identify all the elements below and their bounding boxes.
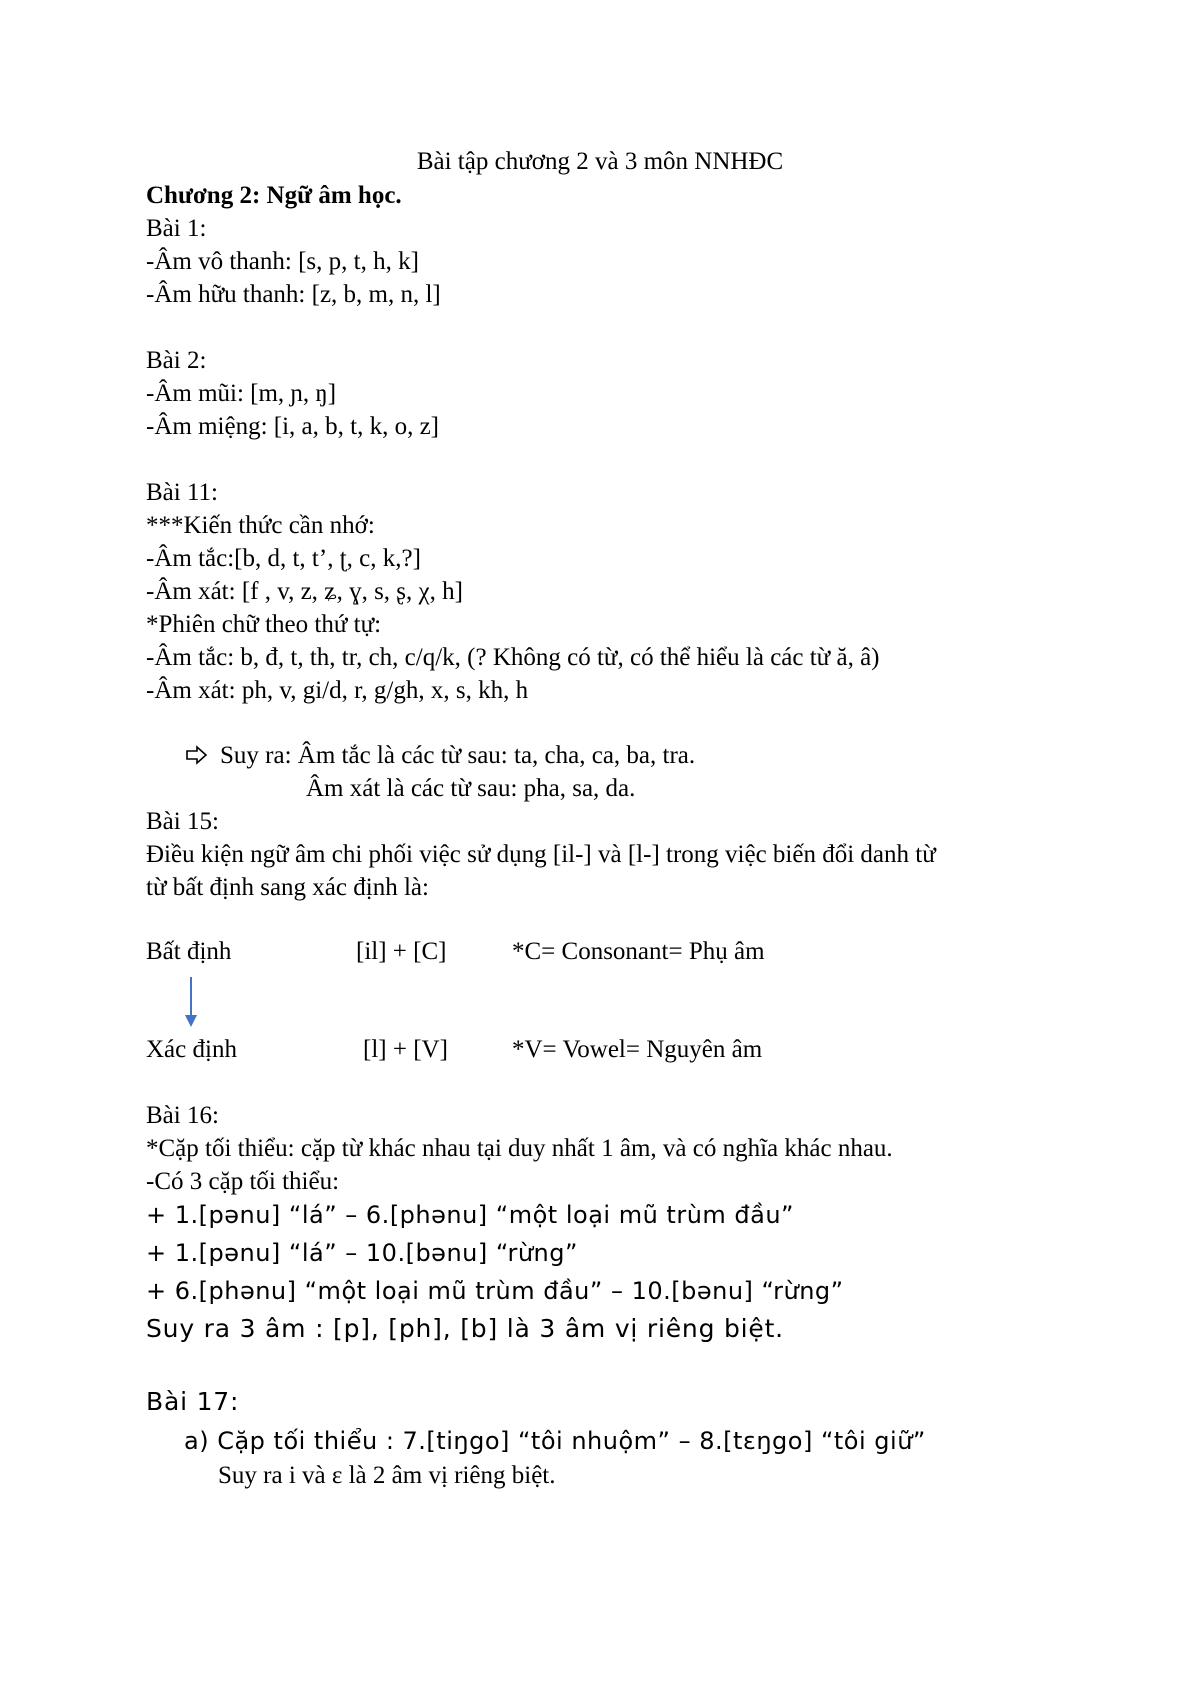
indefinite-label: Bất định (146, 938, 232, 965)
indefinite-note: *C= Consonant= Phụ âm (512, 938, 765, 965)
conclusion-fricatives: Âm xát là các từ sau: pha, sa, da. (306, 775, 636, 802)
exercise-17-item-a: a) Cặp tối thiểu : 7.[tiŋgo] “tôi nhuộm” – 8.[tɛŋgo] “tôi giữ” (184, 1427, 926, 1455)
definite-label: Xác định (146, 1036, 237, 1063)
remember-heading: ***Kiến thức cần nhớ: (146, 512, 375, 539)
minimal-pair-count: -Có 3 cặp tối thiểu: (146, 1168, 340, 1195)
exercise-16-label: Bài 16: (146, 1102, 219, 1129)
indefinite-formula: [il] + [C] (356, 938, 447, 965)
down-arrow-icon (183, 977, 199, 1029)
minimal-pair-1: + 1.[pənu] “lá” – 6.[phənu] “một loại mũ trùm đầu” (146, 1201, 794, 1229)
stops-ipa-line: -Âm tắc:[b, d, t, t’, ʈ, c, k,?] (146, 545, 421, 572)
fricatives-ipa-line: -Âm xát: [f , v, z, ʑ, ɣ, s, ʂ, χ, h] (146, 578, 463, 605)
exercise-2-label: Bài 2: (146, 347, 207, 374)
hollow-arrow-bullet-icon (186, 746, 208, 764)
voiceless-line: -Âm vô thanh: [s, p, t, h, k] (146, 248, 419, 275)
definite-note: *V= Vowel= Nguyên âm (512, 1036, 763, 1063)
exercise-15-label: Bài 15: (146, 808, 219, 835)
transcription-heading: *Phiên chữ theo thứ tự: (146, 611, 382, 638)
exercise-17-item-a-conclusion: Suy ra i và ɛ là 2 âm vị riêng biệt. (218, 1462, 556, 1489)
minimal-pair-definition: *Cặp tối thiểu: cặp từ khác nhau tại duy nhất 1 âm, và có nghĩa khác nhau. (146, 1135, 893, 1162)
nasal-line: -Âm mũi: [m, ɲ, ŋ] (146, 380, 337, 407)
exercise-17-label: Bài 17: (146, 1387, 240, 1416)
oral-line: -Âm miệng: [i, a, b, t, k, o, z] (146, 413, 439, 440)
exercise-1-label: Bài 1: (146, 215, 207, 242)
minimal-pair-3: + 6.[phənu] “một loại mũ trùm đầu” – 10.[bənu] “rừng” (146, 1277, 844, 1305)
minimal-pair-2: + 1.[pənu] “lá” – 10.[bənu] “rừng” (146, 1239, 578, 1267)
exercise-11-label: Bài 11: (146, 479, 218, 506)
stops-letters-line: -Âm tắc: b, đ, t, th, tr, ch, c/q/k, (? Không có từ, có thể hiểu là các từ ă, â) (146, 644, 880, 671)
chapter-heading: Chương 2: Ngữ âm học. (146, 182, 402, 209)
exercise-15-text-2: từ bất định sang xác định là: (146, 874, 429, 901)
exercise-15-text-1: Điều kiện ngữ âm chi phối việc sử dụng [il-] và [l-] trong việc biến đổi danh từ (146, 841, 936, 868)
voiced-line: -Âm hữu thanh: [z, b, m, n, l] (146, 281, 441, 308)
exercise-16-conclusion: Suy ra 3 âm : [p], [ph], [b] là 3 âm vị riêng biệt. (146, 1314, 784, 1343)
document-title: Bài tập chương 2 và 3 môn NNHĐC (416, 148, 784, 175)
definite-formula: [l] + [V] (363, 1036, 448, 1063)
conclusion-stops: Suy ra: Âm tắc là các từ sau: ta, cha, ca, ba, tra. (220, 742, 696, 769)
fricatives-letters-line: -Âm xát: ph, v, gi/d, r, g/gh, x, s, kh, h (146, 677, 529, 704)
